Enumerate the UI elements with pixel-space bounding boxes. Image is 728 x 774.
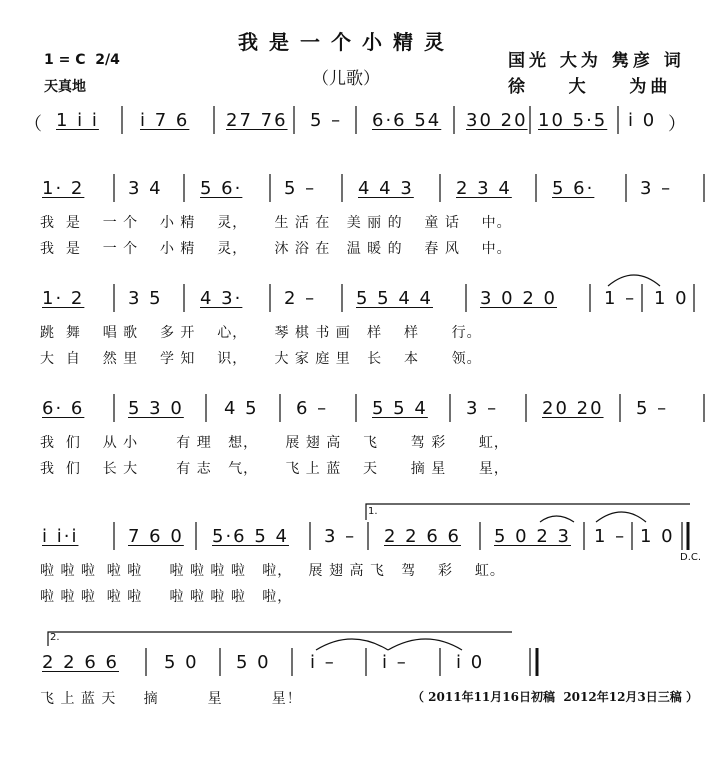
measure: 5 3 0 (128, 398, 184, 419)
first-ending-label: 1. (368, 506, 378, 517)
song-subtitle: （儿歌） (312, 69, 380, 89)
measure: 6 – (296, 398, 329, 419)
measure: 1 0 (640, 526, 675, 547)
lyric-line: 大 自 然 里 学 知 识， 大 家 庭 里 长 本 领。 (40, 351, 482, 367)
measure: 4 4 3 (358, 178, 414, 199)
date-note: （ 2011年11月16日初稿 2012年12月3日三稿 ） (412, 690, 698, 704)
lyric-line: 我 们 从 小 有 理 想， 展 翅 高 飞 驾 彩 虹， (40, 435, 509, 451)
lyric-line: 跳 舞 唱 歌 多 开 心， 琴 棋 书 画 样 样 行。 (40, 325, 482, 341)
tie (540, 516, 574, 522)
second-ending-bracket (48, 632, 512, 646)
tie (596, 512, 646, 522)
second-ending-label: 2. (50, 632, 60, 643)
measure: 3 – (640, 178, 673, 199)
tie (388, 639, 462, 650)
measure: 3 5 (128, 288, 163, 309)
measure: 7 6 0 (128, 526, 184, 547)
intro-measure: 10 5·5 (538, 110, 608, 131)
measure: 3 4 (128, 178, 163, 199)
intro-open-paren: （ (24, 114, 44, 135)
measure: 5 6· (200, 178, 243, 199)
measure: 2 – (284, 288, 317, 309)
measure: i i·i (42, 526, 79, 547)
tie (608, 275, 660, 286)
tie (316, 639, 388, 650)
measure: 6· 6 (42, 398, 85, 419)
measure: 5 – (284, 178, 317, 199)
lyric-line: 我 们 长 大 有 志 气， 飞 上 蓝 天 摘 星 星， (40, 461, 509, 477)
measure: 5 5 4 (372, 398, 428, 419)
intro-measure: i 0 (628, 110, 657, 131)
composer-credit: 徐 大 为曲 (508, 77, 672, 97)
intro-measure: i 7 6 (140, 110, 190, 131)
measure: 4 5 (224, 398, 259, 419)
measure: 1 0 (654, 288, 689, 309)
measure: 3 0 2 0 (480, 288, 557, 309)
measure: i – (382, 652, 408, 673)
intro-close-paren: ） (668, 114, 688, 135)
measure: 1 – (604, 288, 637, 309)
measure: 4 3· (200, 288, 243, 309)
measure: 2 2 6 6 (42, 652, 119, 673)
da-capo-mark: D.C. (680, 552, 702, 563)
measure: 1· 2 (42, 288, 85, 309)
measure: 5 0 (164, 652, 199, 673)
tempo-mood: 天真地 (44, 79, 86, 95)
measure: 5 0 (236, 652, 271, 673)
measure: i – (310, 652, 336, 673)
first-ending-bracket (366, 504, 690, 520)
measure: 1· 2 (42, 178, 85, 199)
measure: 5 5 4 4 (356, 288, 433, 309)
measure: 1 – (594, 526, 627, 547)
measure: 2 2 6 6 (384, 526, 461, 547)
measure: 3 – (324, 526, 357, 547)
intro-measure: 5 – (310, 110, 343, 131)
lyric-line: 飞 上 蓝 天 摘 星 星！ (40, 691, 302, 707)
measure: 3 – (466, 398, 499, 419)
lyric-line: 啦 啦 啦 啦 啦 啦 啦 啦 啦 啦， (40, 589, 293, 605)
measure: 5 6· (552, 178, 595, 199)
intro-measure: 30 20 (466, 110, 528, 131)
intro-measure: 6·6 54 (372, 110, 442, 131)
measure: 5 0 2 3 (494, 526, 571, 547)
key-signature: 1 = C 2/4 (44, 52, 120, 68)
measure: 20 20 (542, 398, 604, 419)
measure: i 0 (456, 652, 485, 673)
lyric-line: 我 是 一 个 小 精 灵， 沐 浴 在 温 暖 的 春 风 中。 (40, 241, 512, 257)
measure: 2 3 4 (456, 178, 512, 199)
lyric-line: 啦 啦 啦 啦 啦 啦 啦 啦 啦 啦， 展 翅 高 飞 驾 彩 虹。 (40, 563, 505, 579)
measure: 5·6 5 4 (212, 526, 289, 547)
lyric-line: 我 是 一 个 小 精 灵， 生 活 在 美 丽 的 童 话 中。 (40, 215, 512, 231)
intro-measure: 27 76 (226, 110, 288, 131)
lyricist-credit: 国光 大为 隽彦 词 (508, 51, 685, 71)
intro-measure: 1 i i (56, 110, 99, 131)
song-title: 我是一个小精灵 (238, 30, 455, 54)
measure: 5 – (636, 398, 669, 419)
